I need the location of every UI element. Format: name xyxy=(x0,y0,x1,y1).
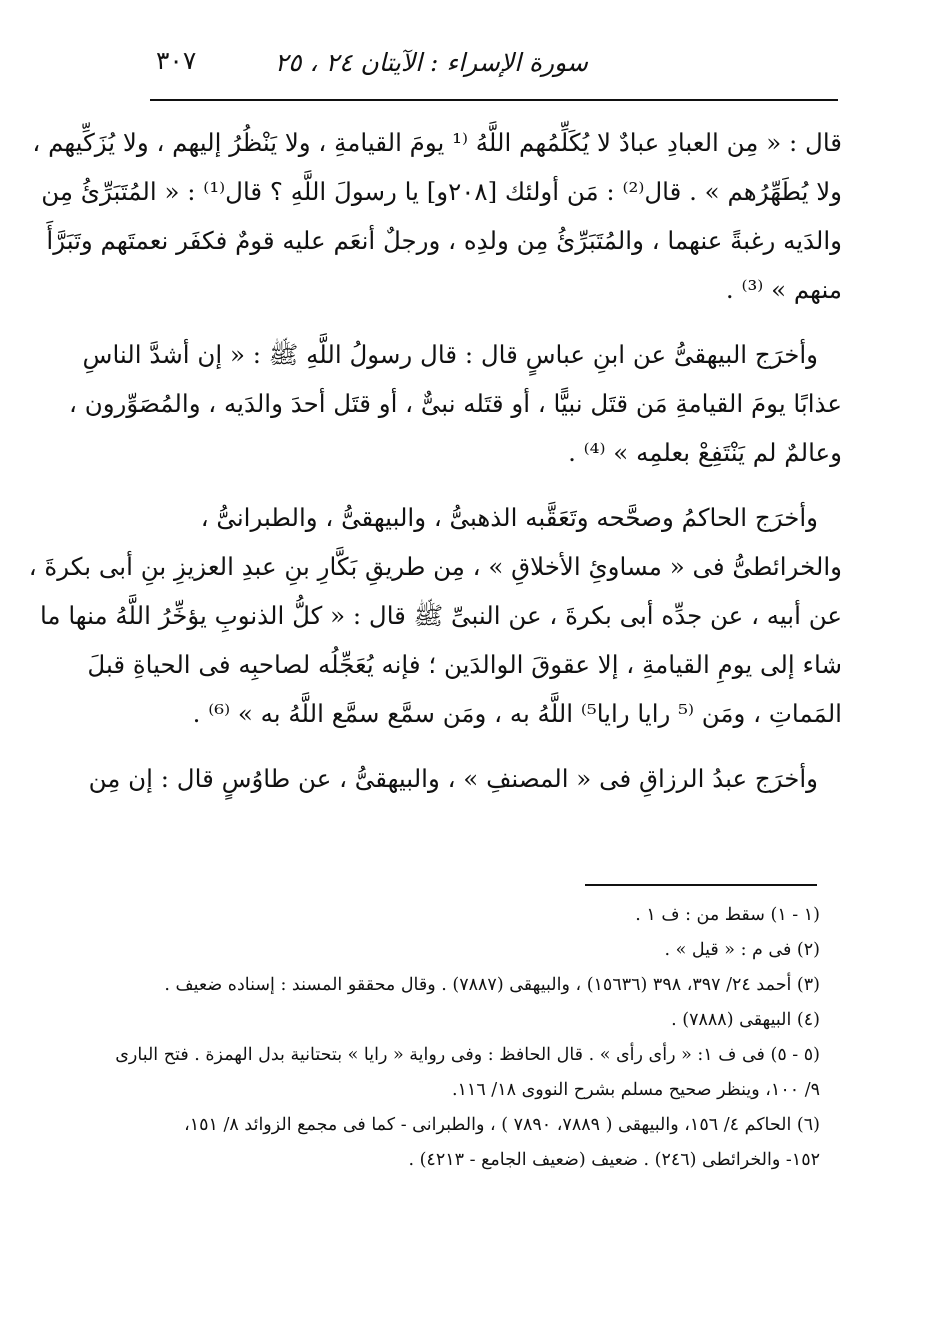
text-line: وأخرَج البيهقىُّ عن ابنِ عباسٍ قال : قال رسولُ اللَّهِ ﷺ : « إن أشدَّ الناسِ xyxy=(82,340,818,369)
text-line: والخرائطىُّ فى « مساوئِ الأخلاقِ » ، مِن طريقِ بَكَّارِ بنِ عبدِ العزيزِ بنِ أبى بكرةَ ، xyxy=(28,552,842,581)
footnote-5-continued: ٩/ ١٠٠، وينظر صحيح مسلم بشرح النووى ١٨/ ١١٦. xyxy=(451,1080,820,1100)
paragraph-2 xyxy=(69,330,842,477)
header-rule xyxy=(150,99,838,101)
paragraph-1 xyxy=(32,118,842,314)
text-line: عن أبيه ، عن جدِّه أبى بكرةَ ، عن النبىِّ ﷺ قال : « كلُّ الذنوبِ يؤخِّرُ اللَّهُ منها ما xyxy=(39,601,842,630)
text-line: وعالمٌ لم يَنْتَفِعْ بعلمِه » ⁽⁴⁾ . xyxy=(568,438,842,467)
footnote-separator xyxy=(585,884,817,886)
footnote-6-continued: ١٥٢- والخرائطى (٢٤٦) . ضعيف (ضعيف الجامع - ٤٢١٣) . xyxy=(408,1150,820,1170)
page-header xyxy=(150,40,838,86)
text-line: عذابًا يومَ القيامةِ مَن قتَل نبيًّا ، أو قتَله نبىٌّ ، أو قتَل أحدَ والدَيه ، والمُصَوِّرون ، xyxy=(69,389,842,418)
page-number: ٣٠٧ xyxy=(156,46,197,75)
paragraph-4 xyxy=(88,754,842,803)
text-line: والدَيه رغبةً عنهما ، والمُتَبَرِّئُ مِن ولدِه ، ورجلٌ أنعَم عليه قومٌ فكفَر نعمتَهم وتَبَرَّأَ xyxy=(46,226,842,255)
footnote-1: (١ - ١) سقط من : ف ١ . xyxy=(635,905,820,925)
footnote-6: (٦) الحاكم ٤/ ١٥٦، والبيهقى ( ٧٨٨٩، ٧٨٩٠ ) ، والطبرانى - كما فى مجمع الزوائد ٨/ ١٥١، xyxy=(184,1115,820,1135)
main-text xyxy=(28,118,842,819)
paragraph-3 xyxy=(28,493,842,738)
text-line: وأخرَج الحاكمُ وصحَّحه وتَعَقَّبه الذهبىُّ ، والبيهقىُّ ، والطبرانىُّ ، xyxy=(200,503,818,532)
text-line: منهم » ⁽³⁾ . xyxy=(725,275,842,304)
footnote-4: (٤) البيهقى (٧٨٨٨) . xyxy=(671,1010,820,1030)
text-line: ولا يُطَهِّرُهم » . قال⁽²⁾ : مَن أولئك [٢٠٨و] يا رسولَ اللَّهِ ؟ قال⁽¹⁾ : « المُتَبَرِّئُ مِن xyxy=(41,177,842,206)
text-line: قال : « مِن العبادِ عبادٌ لا يُكَلِّمُهم اللَّهُ ⁽¹ يومَ القيامةِ ، ولا يَنْظُرُ إليهم ، ولا يُزَكِّيهم ، xyxy=(32,128,842,157)
text-line: وأخرَج عبدُ الرزاقِ فى « المصنفِ » ، والبيهقىُّ ، عن طاوُسٍ قال : إن مِن xyxy=(88,764,818,793)
footnote-5: (٥ - ٥) فى ف ١: « رأى رأى » . قال الحافظ : وفى رواية « رايا » بتحتانية بدل الهمزة . فتح البارى xyxy=(115,1045,820,1065)
footnote-3: (٣) أحمد ٢٤/ ٣٩٧، ٣٩٨ (١٥٦٣٦) ، والبيهقى (٧٨٨٧) . وقال محققو المسند : إسناده ضعيف . xyxy=(164,975,820,995)
running-title: سورة الإسراء : الآيتان ٢٤ ، ٢٥ xyxy=(274,48,588,77)
text-line: شاء إلى يومِ القيامةِ ، إلا عقوقَ الوالدَين ؛ فإنه يُعَجِّلُه لصاحبِه فى الحياةِ قبلَ xyxy=(87,650,842,679)
footnote-2: (٢) فى م : « قيل » . xyxy=(664,940,820,960)
footnotes xyxy=(115,898,820,1178)
text-line: المَماتِ ، ومَن ⁽⁵ رايا رايا⁵⁾ اللَّهُ به ، ومَن سمَّع سمَّع اللَّهُ به » ⁽⁶⁾ . xyxy=(192,699,842,728)
